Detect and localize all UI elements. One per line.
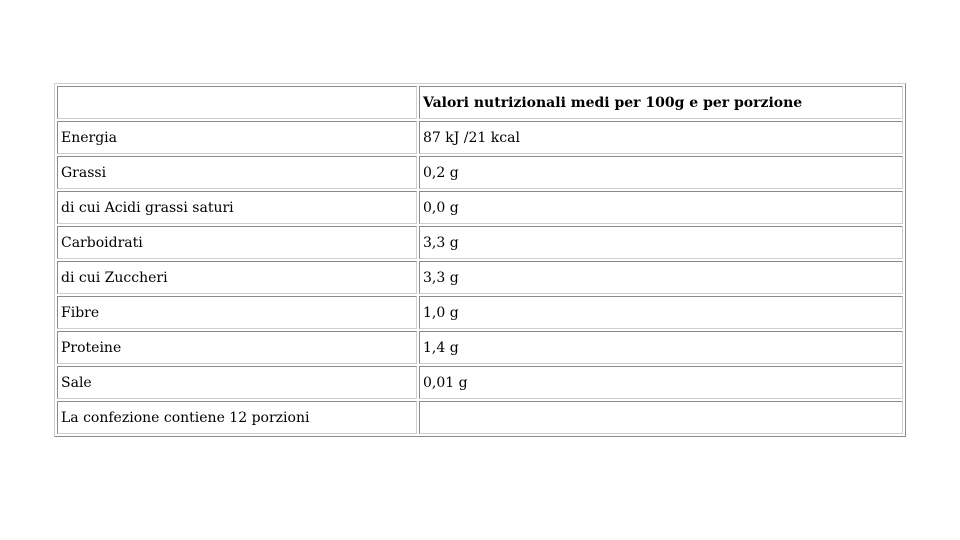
nutrient-label: Sale — [57, 366, 417, 399]
table-row — [57, 121, 903, 154]
nutrient-label: Proteine — [57, 331, 417, 364]
nutrient-value: 1,0 g — [419, 296, 903, 329]
servings-note: La confezione contiene 12 porzioni — [57, 401, 417, 434]
nutrient-value: 87 kJ /21 kcal — [419, 121, 903, 154]
nutrient-label: Energia — [57, 121, 417, 154]
nutrient-label: di cui Acidi grassi saturi — [57, 191, 417, 224]
nutrient-value: 3,3 g — [419, 226, 903, 259]
nutrient-label: di cui Zuccheri — [57, 261, 417, 294]
nutrient-value: 3,3 g — [419, 261, 903, 294]
nutrient-value — [419, 401, 903, 434]
table-header-row — [57, 86, 903, 119]
nutrient-label: Carboidrati — [57, 226, 417, 259]
header-value-cell: Valori nutrizionali medi per 100g e per porzione — [419, 86, 903, 119]
table-row — [57, 156, 903, 189]
table-row — [57, 366, 903, 399]
nutrient-value: 1,4 g — [419, 331, 903, 364]
nutrient-label: Fibre — [57, 296, 417, 329]
table-row — [57, 401, 903, 434]
table-row — [57, 226, 903, 259]
nutrient-value: 0,2 g — [419, 156, 903, 189]
nutrition-table — [54, 83, 906, 437]
table-row — [57, 191, 903, 224]
nutrient-value: 0,0 g — [419, 191, 903, 224]
nutrient-label: Grassi — [57, 156, 417, 189]
table-row — [57, 331, 903, 364]
table-row — [57, 296, 903, 329]
table-row — [57, 261, 903, 294]
header-label-cell — [57, 86, 417, 119]
nutrient-value: 0,01 g — [419, 366, 903, 399]
